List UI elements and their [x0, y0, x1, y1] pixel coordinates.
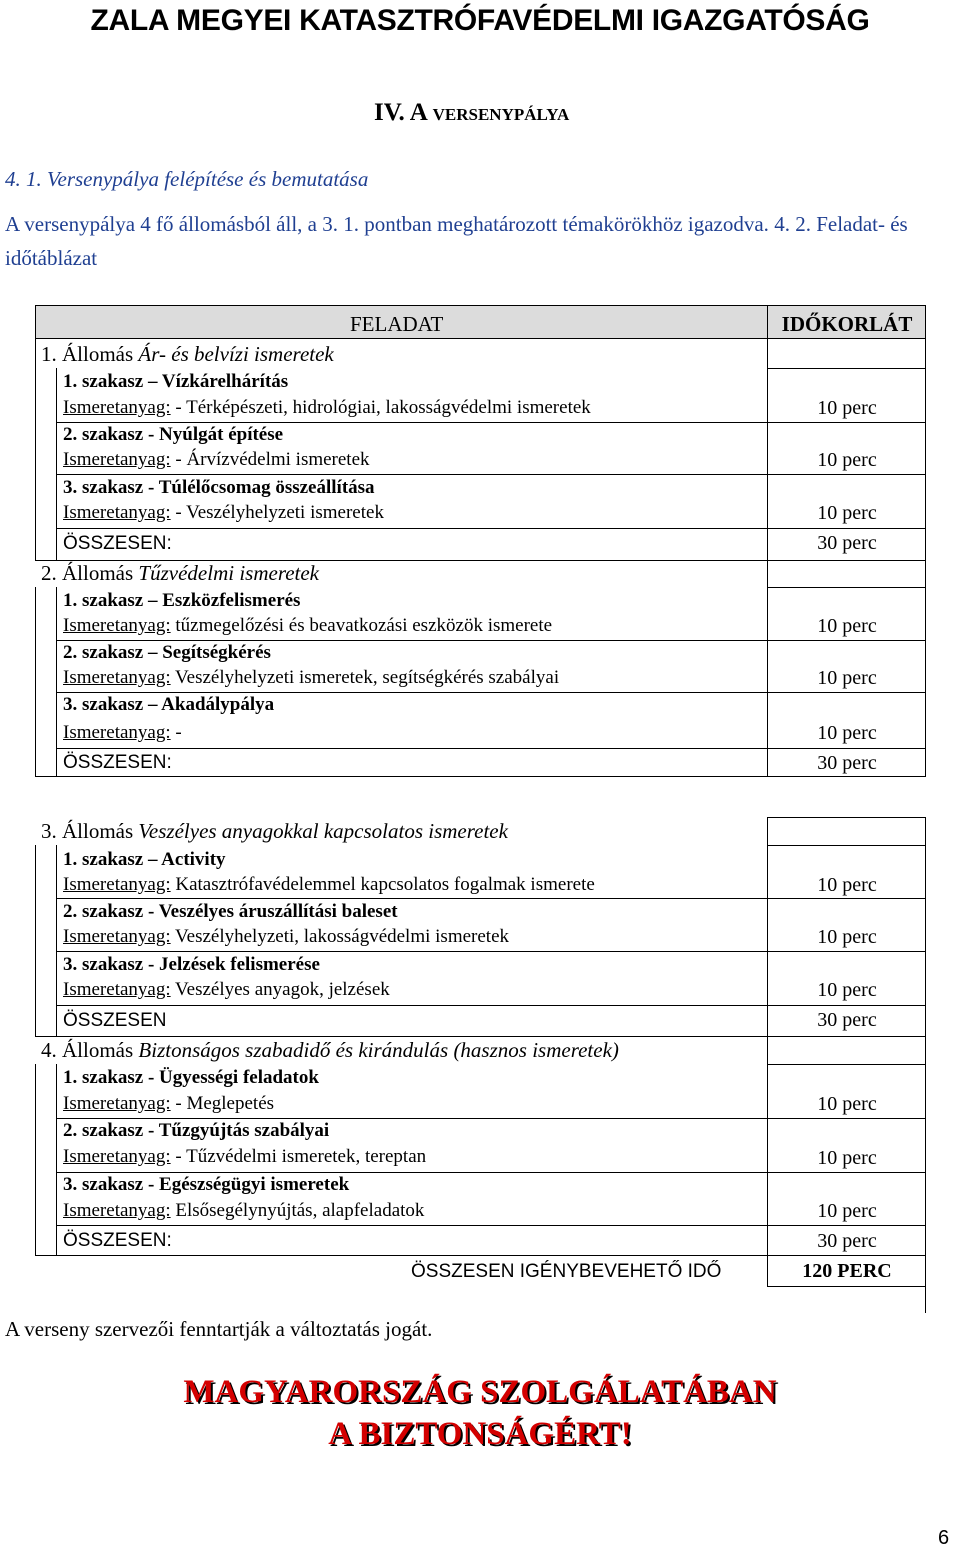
slogan-line-1: MAGYARORSZÁG SZOLGÁLATÁBAN: [183, 1374, 777, 1410]
knowledge-label: Ismeretanyag:: [63, 722, 171, 743]
step-title: 2. szakasz - Veszélyes áruszállítási baleset: [63, 901, 398, 922]
step-time: 10 perc: [817, 1093, 877, 1115]
knowledge-label: Ismeretanyag:: [63, 979, 171, 1000]
table-border: [767, 817, 926, 818]
table-divider: [56, 1118, 926, 1119]
step-time: 10 perc: [817, 502, 877, 524]
step-knowledge: [63, 926, 509, 948]
station-total-label: ÖSSZESEN: [63, 1010, 167, 1031]
step-time: 10 perc: [817, 397, 877, 419]
station-number: 1. Állomás: [41, 342, 134, 366]
table-border: [35, 776, 926, 777]
knowledge-text: Veszélyhelyzeti, lakosságvédelmi ismeretek: [170, 926, 509, 947]
chapter-number: IV.: [374, 99, 405, 126]
step-time: 10 perc: [817, 979, 877, 1001]
station-4-title: [41, 1038, 619, 1063]
knowledge-text: Veszélyes anyagok, jelzések: [170, 979, 390, 1000]
table-divider: [767, 1064, 926, 1065]
intro-text: A versenypálya 4 fő állomásból áll, a 3. 1. pontban meghatározott témakörökhöz igazodva.: [5, 212, 769, 236]
knowledge-label: Ismeretanyag:: [63, 502, 171, 523]
station-number: 2. Állomás: [41, 561, 134, 585]
step-knowledge: [63, 1200, 424, 1222]
subsection-title: Feladat- és időtáblázat: [5, 212, 908, 270]
step-title: 2. szakasz – Segítségkérés: [63, 642, 271, 663]
step-knowledge: [63, 615, 552, 637]
table-divider: [56, 845, 57, 1037]
station-total-label: ÖSSZESEN:: [63, 533, 172, 554]
table-divider: [56, 748, 926, 749]
section-heading: 4. 1. Versenypálya felépítése és bemutatása: [5, 167, 369, 191]
knowledge-label: Ismeretanyag:: [63, 926, 171, 947]
knowledge-text: Elsősegélynyújtás, alapfeladatok: [170, 1200, 425, 1221]
slogan-line-2: A BIZTONSÁGÉRT!: [328, 1416, 632, 1452]
step-knowledge: [63, 1146, 426, 1168]
station-total-label: ÖSSZESEN:: [63, 752, 172, 773]
table-divider: [56, 1005, 926, 1006]
station-number: 4. Állomás: [41, 1038, 134, 1062]
chapter-name: VERSENYPÁLYA: [432, 105, 570, 124]
col-header-task: FELADAT: [350, 312, 444, 336]
knowledge-label: Ismeretanyag:: [63, 1093, 171, 1114]
station-number: 3. Állomás: [41, 819, 134, 843]
step-knowledge: [63, 667, 559, 689]
station-total-time: 30 perc: [817, 752, 877, 774]
step-knowledge: [63, 397, 591, 419]
table-divider: [56, 1064, 57, 1256]
knowledge-text: - Veszélyhelyzeti ismeretek: [170, 502, 384, 523]
step-title: 2. szakasz - Tűzgyújtás szabályai: [63, 1120, 330, 1141]
station-total-label: ÖSSZESEN:: [63, 1230, 172, 1251]
knowledge-label: Ismeretanyag:: [63, 615, 171, 636]
step-title: 1. szakasz – Eszközfelismerés: [63, 590, 301, 611]
subsection-number: 4. 2.: [774, 212, 811, 236]
step-title: 1. szakasz - Ügyességi feladatok: [63, 1067, 319, 1088]
knowledge-text: Katasztrófavédelemmel kapcsolatos fogalmak ismerete: [170, 874, 595, 895]
table-divider: [767, 368, 926, 369]
knowledge-label: Ismeretanyag:: [63, 1200, 171, 1221]
chapter-big-letter: A: [409, 99, 427, 126]
station-topic: Biztonságos szabadidő és kirándulás (hasznos ismeretek): [138, 1038, 619, 1062]
table-divider: [56, 368, 57, 560]
table-border: [35, 587, 36, 777]
step-title: 1. szakasz – Vízkárelhárítás: [63, 371, 289, 392]
table-divider: [767, 587, 926, 588]
step-knowledge: [63, 502, 384, 524]
step-title: 1. szakasz – Activity: [63, 849, 226, 870]
table-border: [35, 845, 36, 1037]
table-border: [35, 1064, 36, 1256]
table-divider: [56, 1225, 926, 1226]
chapter-title: [374, 99, 569, 127]
step-title: 2. szakasz - Nyúlgát építése: [63, 424, 284, 445]
step-title: 3. szakasz – Akadálypálya: [63, 694, 275, 715]
table-divider: [767, 1286, 926, 1287]
table-divider: [56, 528, 926, 529]
step-time: 10 perc: [817, 449, 877, 471]
step-title: 3. szakasz - Túlélőcsomag összeállítása: [63, 477, 375, 498]
knowledge-label: Ismeretanyag:: [63, 449, 171, 470]
table-divider: [56, 692, 926, 693]
knowledge-text: - Tűzvédelmi ismeretek, tereptan: [170, 1146, 427, 1167]
table-border: [35, 305, 926, 306]
table-divider: [56, 474, 926, 475]
station-1-title: [41, 342, 334, 367]
table-divider: [56, 422, 926, 423]
step-knowledge: [63, 1093, 274, 1115]
table-divider: [56, 951, 926, 952]
station-total-time: 30 perc: [817, 532, 877, 554]
knowledge-label: Ismeretanyag:: [63, 1146, 171, 1167]
table-divider: [56, 1172, 926, 1173]
table-divider: [35, 1255, 926, 1256]
knowledge-text: - Árvízvédelmi ismeretek: [170, 449, 370, 470]
knowledge-label: Ismeretanyag:: [63, 874, 171, 895]
table-divider: [56, 640, 926, 641]
grand-total-time: 120 PERC: [802, 1260, 892, 1282]
step-time: 10 perc: [817, 1147, 877, 1169]
table-divider: [56, 898, 926, 899]
step-time: 10 perc: [817, 615, 877, 637]
station-3-title: [41, 819, 508, 844]
step-time: 10 perc: [817, 1200, 877, 1222]
intro-paragraph: [5, 207, 955, 275]
station-2-title: [41, 561, 319, 586]
step-knowledge: [63, 722, 182, 744]
step-time: 10 perc: [817, 667, 877, 689]
knowledge-text: - Meglepetés: [170, 1093, 275, 1114]
knowledge-text: - Térképészeti, hidrológiai, lakosságvédelmi ismeretek: [170, 397, 591, 418]
step-title: 3. szakasz - Egészségügyi ismeretek: [63, 1174, 350, 1195]
knowledge-text: Veszélyhelyzeti ismeretek, segítségkérés szabályai: [170, 667, 560, 688]
knowledge-label: Ismeretanyag:: [63, 667, 171, 688]
table-divider: [35, 338, 926, 339]
step-time: 10 perc: [817, 926, 877, 948]
footnote: A verseny szervezői fenntartják a változtatás jogát.: [5, 1317, 433, 1341]
station-topic: Ár- és belvízi ismeretek: [138, 342, 334, 366]
knowledge-label: Ismeretanyag:: [63, 397, 171, 418]
step-knowledge: [63, 979, 390, 1001]
step-time: 10 perc: [817, 722, 877, 744]
grand-total-label: ÖSSZESEN IGÉNYBEVEHETŐ IDŐ: [411, 1261, 722, 1282]
knowledge-text: tűzmegelőzési és beavatkozási eszközök ismerete: [170, 615, 553, 636]
table-divider: [35, 1036, 926, 1037]
col-header-time: IDŐKORLÁT: [781, 312, 913, 336]
table-border: [35, 305, 36, 561]
table-divider: [767, 845, 926, 846]
knowledge-text: -: [170, 722, 182, 743]
step-knowledge: [63, 449, 370, 471]
station-topic: Veszélyes anyagokkal kapcsolatos ismeretek: [138, 819, 508, 843]
step-time: 10 perc: [817, 874, 877, 896]
organization-title: ZALA MEGYEI KATASZTRÓFAVÉDELMI IGAZGATÓSÁG: [90, 4, 870, 37]
step-knowledge: [63, 874, 595, 896]
page-number: 6: [938, 1527, 950, 1549]
step-title: 3. szakasz - Jelzések felismerése: [63, 954, 320, 975]
station-total-time: 30 perc: [817, 1009, 877, 1031]
station-total-time: 30 perc: [817, 1230, 877, 1252]
station-topic: Tűzvédelmi ismeretek: [138, 561, 320, 585]
